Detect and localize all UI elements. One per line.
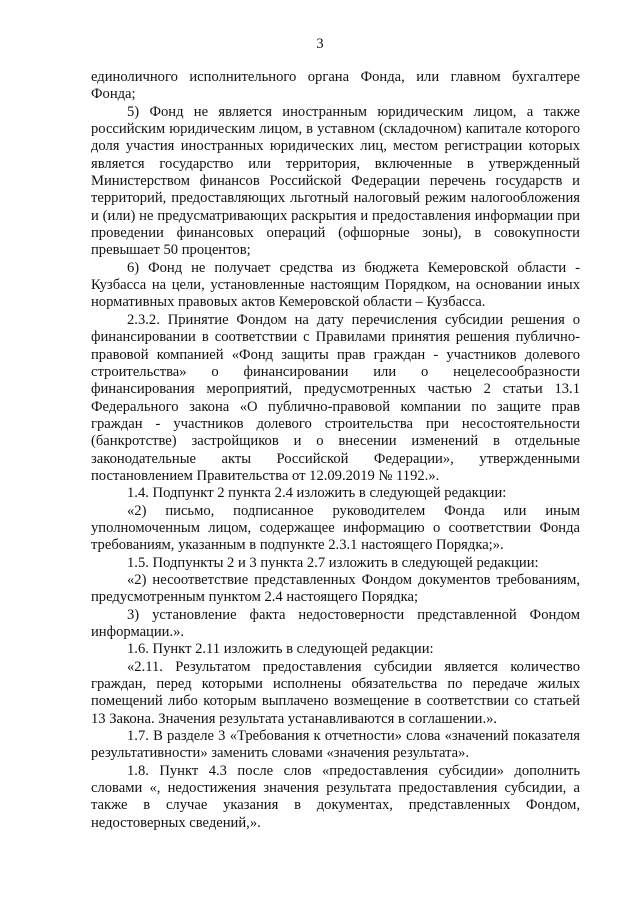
document-body [91,69,580,832]
paragraph-condition-5: 5) Фонд не является иностранным юридическим лицом, а также российским юридическим лицом, в уставном (складочном) капитале которого доля участия иностранных юридических лиц, местом регистрации которых является государство или территория, включенные в утвержденный Министерством финансов Российской Федерации перечень государств и территорий, предоставляющих льготный налоговый режим налогообложения и (или) не предусматривающих раскрытия и предоставления информации при проведении финансовых операций (офшорные зоны), в совокупности превышает 50 процентов; [91,103,580,259]
page-number: 3 [316,36,324,52]
paragraph-1-6: 1.6. Пункт 2.11 изложить в следующей редакции: [127,641,434,658]
paragraph-1-5-item-3: 3) установление факта недостоверности представленной Фондом информации.». [91,606,580,640]
paragraph-condition-6: 6) Фонд не получает средства из бюджета Кемеровской области - Кузбасса на цели, установленные настоящим Порядком, на основании иных нормативных правовых актов Кемеровской области – Кузбасса. [91,259,580,311]
paragraph-1-6-text: «2.11. Результатом предоставления субсидии является количество граждан, перед которыми исполнены обязательства по передаче жилых помещений либо которым выплачено возмещение в соответствии со статьей 13 Закона. Значения результата устанавливаются в соглашении.». [91,658,580,727]
paragraph-1-4: 1.4. Подпункт 2 пункта 2.4 изложить в следующей редакции: [127,485,507,502]
paragraph-1-7: 1.7. В разделе 3 «Требования к отчетности» слова «значений показателя результативности» заменить словами «значения результата». [91,728,580,762]
paragraph-1-5-item-2: «2) несоответствие представленных Фондом документов требованиям, предусмотренным пунктом 2.4 настоящего Порядка; [91,571,580,606]
paragraph-1-4-text: «2) письмо, подписанное руководителем Фонда или иным уполномоченным лицом, содержащее информацию о соответствии Фонда требованиям, указанным в подпункте 2.3.1 настоящего Порядка;». [91,502,580,554]
paragraph-1-8: 1.8. Пункт 4.3 после слов «предоставления субсидии» дополнить словами «, недостижения значения результата предоставления субсидии, а также в случае указания в документах, представленных Фондом, недостоверных сведений,». [91,762,580,831]
paragraph-2-3-2: 2.3.2. Принятие Фондом на дату перечисления субсидии решения о финансировании в соответствии с Правилами принятия решения публично-правовой компанией «Фонд защиты прав граждан - участников долевого строительства» о финансировании или о нецелесообразности финансирования мероприятий, предусмотренных частью 2 статьи 13.1 Федерального закона «О публично-правовой компании по защите прав граждан - участников долевого строительства при несостоятельности (банкротстве) застройщиков и о внесении изменений в отдельные законодательные акты Российской Федерации», утвержденными постановлением Правительства от 12.09.2019 № 1192.». [91,311,580,484]
paragraph-1-5: 1.5. Подпункты 2 и 3 пункта 2.7 изложить в следующей редакции: [127,554,539,571]
paragraph-continuation: единоличного исполнительного органа Фонда, или главном бухгалтере Фонда; [91,69,580,103]
